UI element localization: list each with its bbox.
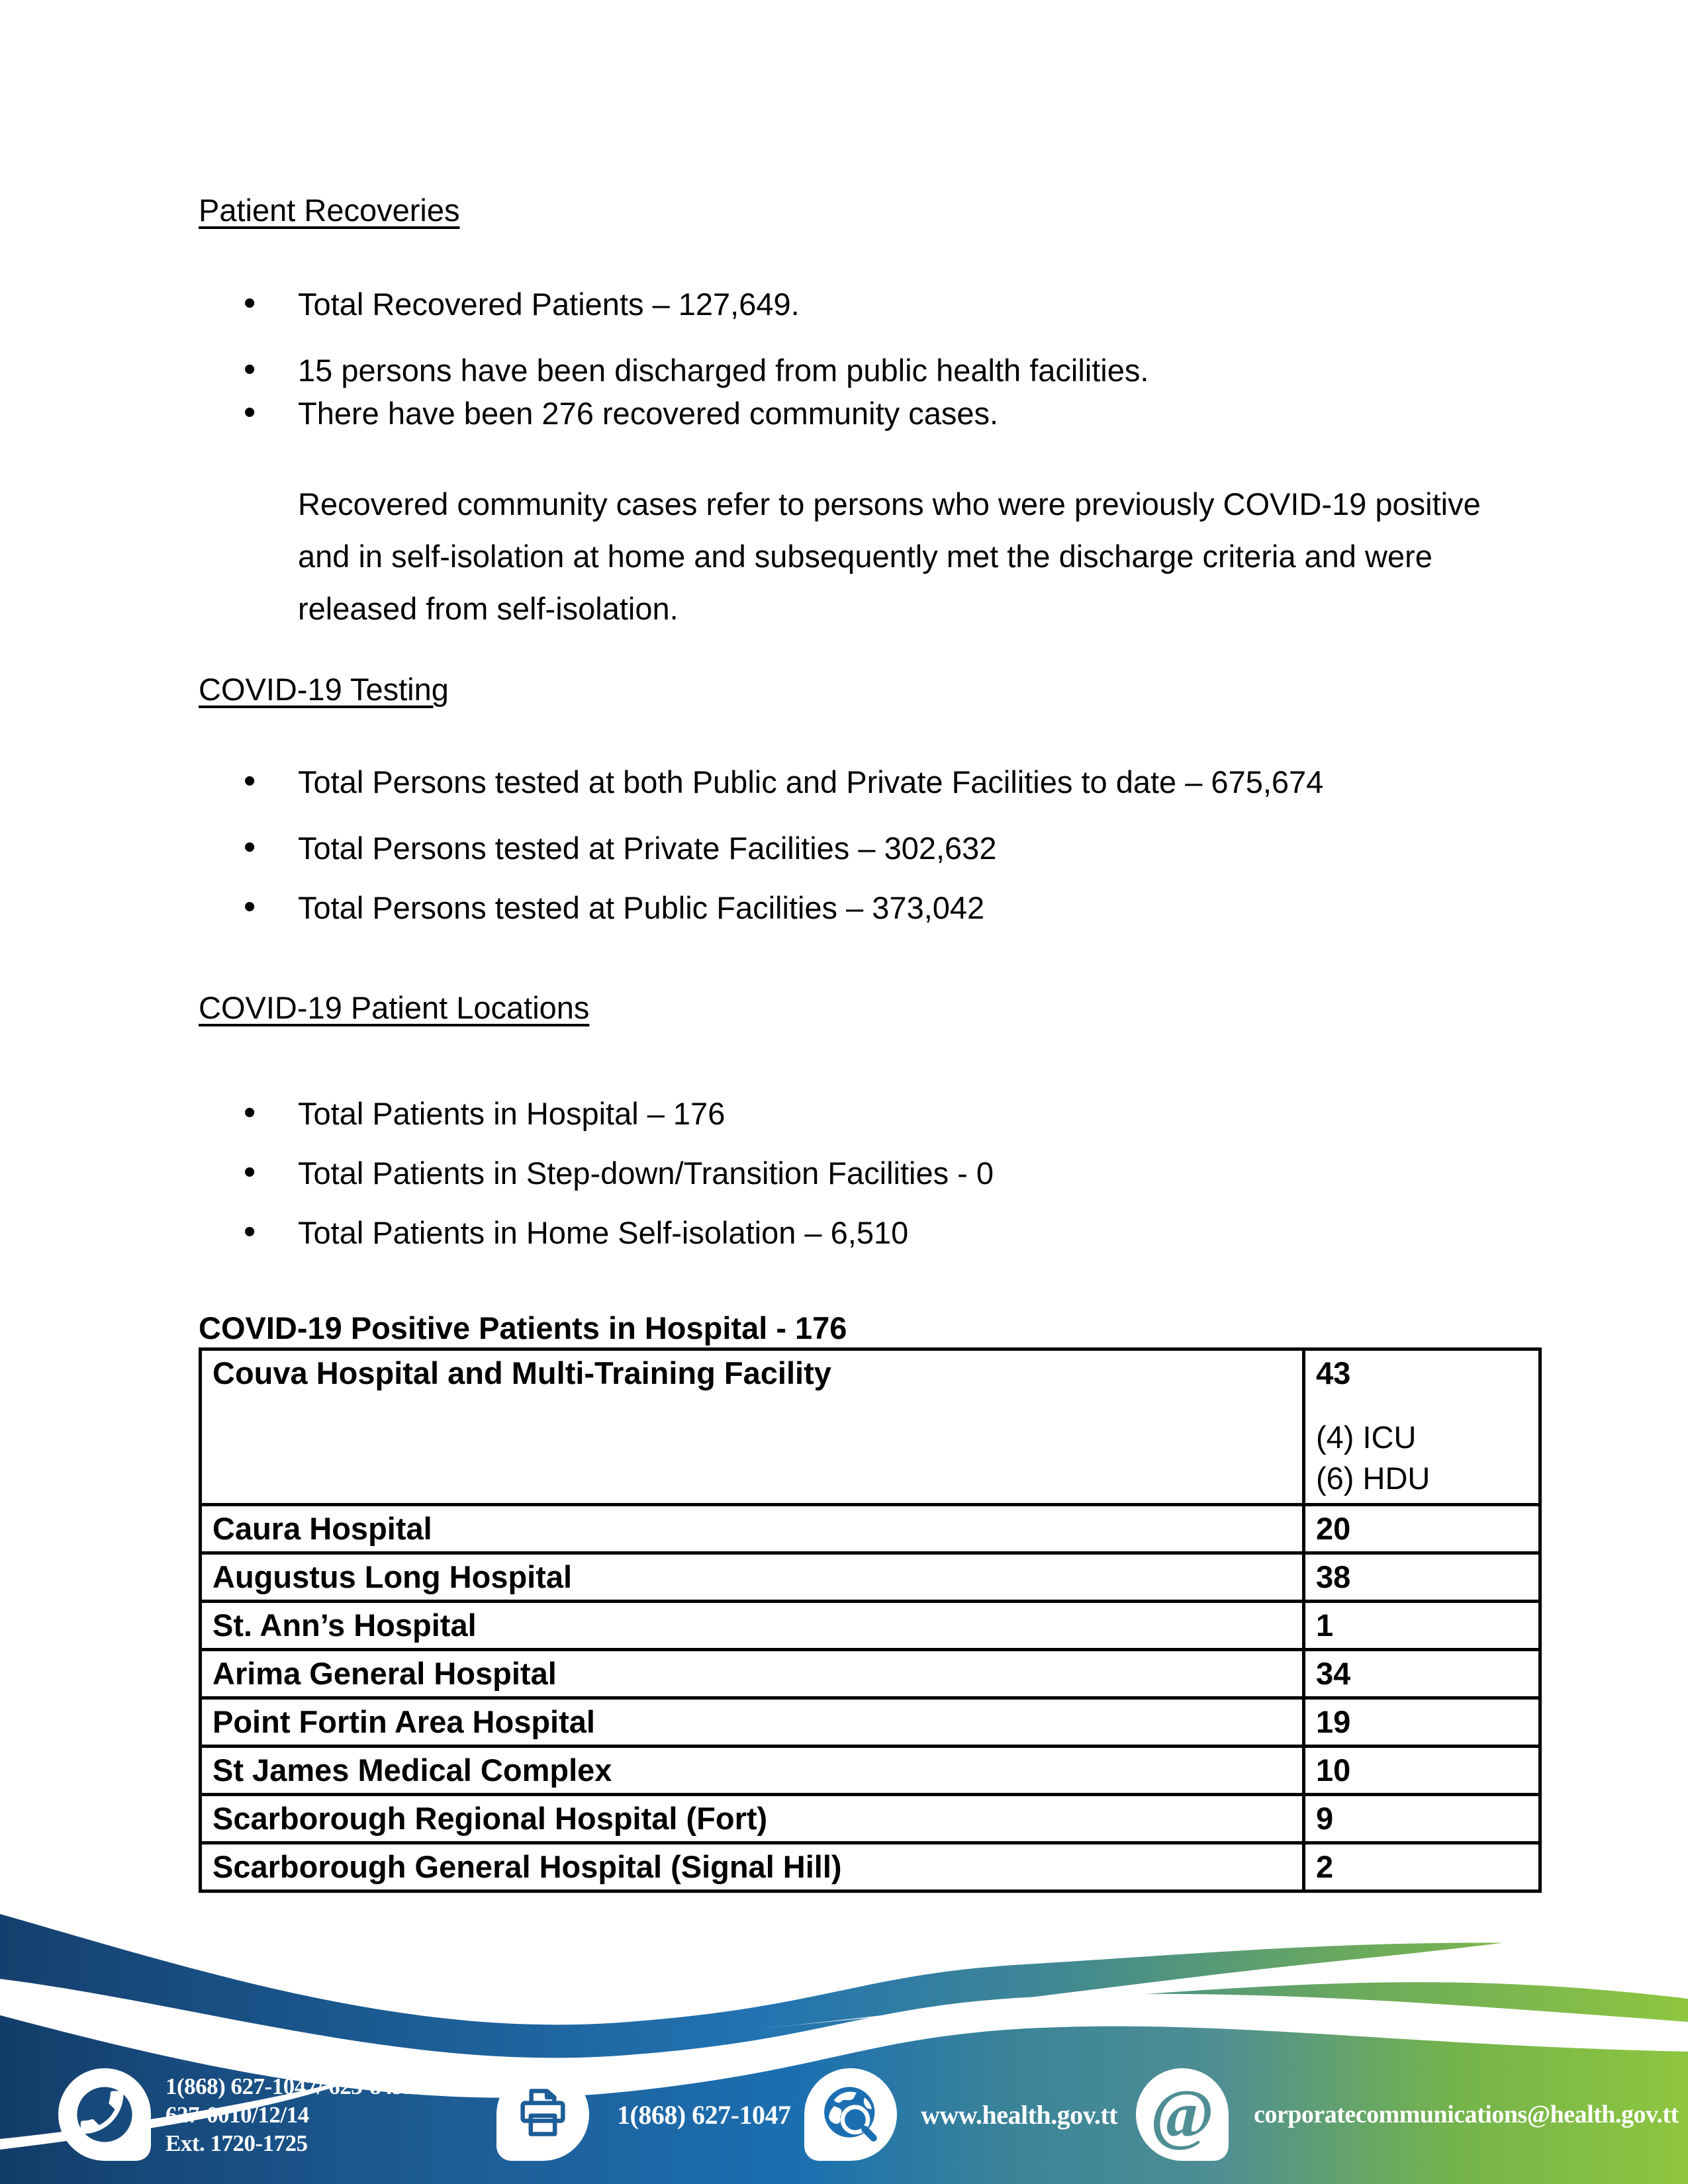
heading-patient-locations: COVID-19 Patient Locations (199, 990, 590, 1025)
covid-testing-list (199, 764, 1496, 926)
table-row (201, 1843, 1540, 1891)
table-row (201, 1747, 1540, 1795)
list-item: • There have been 276 recovered community cases. (199, 396, 1496, 432)
table-row (201, 1553, 1540, 1602)
website-contact (804, 2068, 1117, 2161)
ward-breakdown (1316, 1417, 1528, 1499)
facility-name-cell: St James Medical Complex (201, 1747, 1304, 1795)
branded-footer (0, 1886, 1688, 2184)
list-item: • Total Recovered Patients – 127,649. (199, 287, 1496, 322)
website-url: www.health.gov.tt (921, 2099, 1118, 2130)
patient-count-cell: 19 (1304, 1698, 1540, 1747)
list-item: • Total Patients in Step-down/Transition Facilities - 0 (199, 1156, 1496, 1191)
table-row (201, 1698, 1540, 1747)
patient-count-cell: 10 (1304, 1747, 1540, 1795)
icu-count: (4) ICU (1316, 1420, 1417, 1455)
facility-name-cell: St. Ann’s Hospital (201, 1602, 1304, 1650)
patient-count-cell: 1 (1304, 1602, 1540, 1650)
facility-name-cell: Scarborough Regional Hospital (Fort) (201, 1795, 1304, 1843)
facility-name-cell: Couva Hospital and Multi-Training Facility (201, 1349, 1304, 1505)
patient-count: 43 (1316, 1355, 1351, 1390)
patient-count-cell: 20 (1304, 1505, 1540, 1553)
fax-number: 1(868) 627-1047 (617, 2099, 791, 2130)
hospital-table-title: COVID-19 Positive Patients in Hospital - 176 (199, 1310, 847, 1345)
hospital-patients-table (199, 1347, 1542, 1893)
list-item: • Total Persons tested at both Public and Private Facilities to date – 675,674 (199, 764, 1496, 800)
table-row (201, 1505, 1540, 1553)
list-item: • Total Patients in Hospital – 176 (199, 1096, 1496, 1132)
patient-count-cell: 9 (1304, 1795, 1540, 1843)
patient-count-cell: 34 (1304, 1650, 1540, 1698)
patient-count-cell: 38 (1304, 1553, 1540, 1602)
email-address: corporatecommunications@health.gov.tt (1254, 2101, 1679, 2128)
patient-count-cell: 2 (1304, 1843, 1540, 1891)
facility-name-cell: Arima General Hospital (201, 1650, 1304, 1698)
fax-icon (496, 2068, 589, 2161)
list-item: • Total Persons tested at Private Facilities – 302,632 (199, 831, 1496, 866)
facility-name-cell: Caura Hospital (201, 1505, 1304, 1553)
table-row (201, 1602, 1540, 1650)
patient-count-cell (1304, 1349, 1540, 1505)
recovered-community-note: Recovered community cases refer to persons who were previously COVID-19 positive and in self-isolation at home and subsequently met the discharge criteria and were released from self-isolation. (298, 486, 1481, 626)
facility-name-cell: Point Fortin Area Hospital (201, 1698, 1304, 1747)
document-body (199, 192, 1496, 1893)
table-row (201, 1795, 1540, 1843)
table-row (201, 1650, 1540, 1698)
table-row (201, 1349, 1540, 1505)
facility-name-cell: Scarborough General Hospital (Signal Hill) (201, 1843, 1304, 1891)
list-item: • Total Patients in Home Self-isolation – 6,510 (199, 1215, 1496, 1251)
email-contact (1136, 2068, 1679, 2161)
hdu-count: (6) HDU (1316, 1461, 1430, 1496)
patient-recoveries-list (199, 287, 1496, 432)
patient-locations-list (199, 1096, 1496, 1251)
fax-contact (496, 2068, 790, 2161)
globe-icon (804, 2068, 897, 2161)
facility-name-cell: Augustus Long Hospital (201, 1553, 1304, 1602)
heading-covid-testing: COVID-19 Testing (199, 672, 449, 707)
list-item: • 15 persons have been discharged from public health facilities. (199, 353, 1496, 388)
at-icon: @ (1136, 2068, 1229, 2161)
phone-contact (58, 2068, 442, 2161)
phone-numbers: 1(868) 627-1047/ 623-8492 or 627-0010/12/14 Ext. 1720-1725 (165, 2073, 442, 2156)
heading-patient-recoveries: Patient Recoveries (199, 193, 460, 228)
phone-icon (58, 2068, 151, 2161)
list-item: • Total Persons tested at Public Facilities – 373,042 (199, 890, 1496, 926)
